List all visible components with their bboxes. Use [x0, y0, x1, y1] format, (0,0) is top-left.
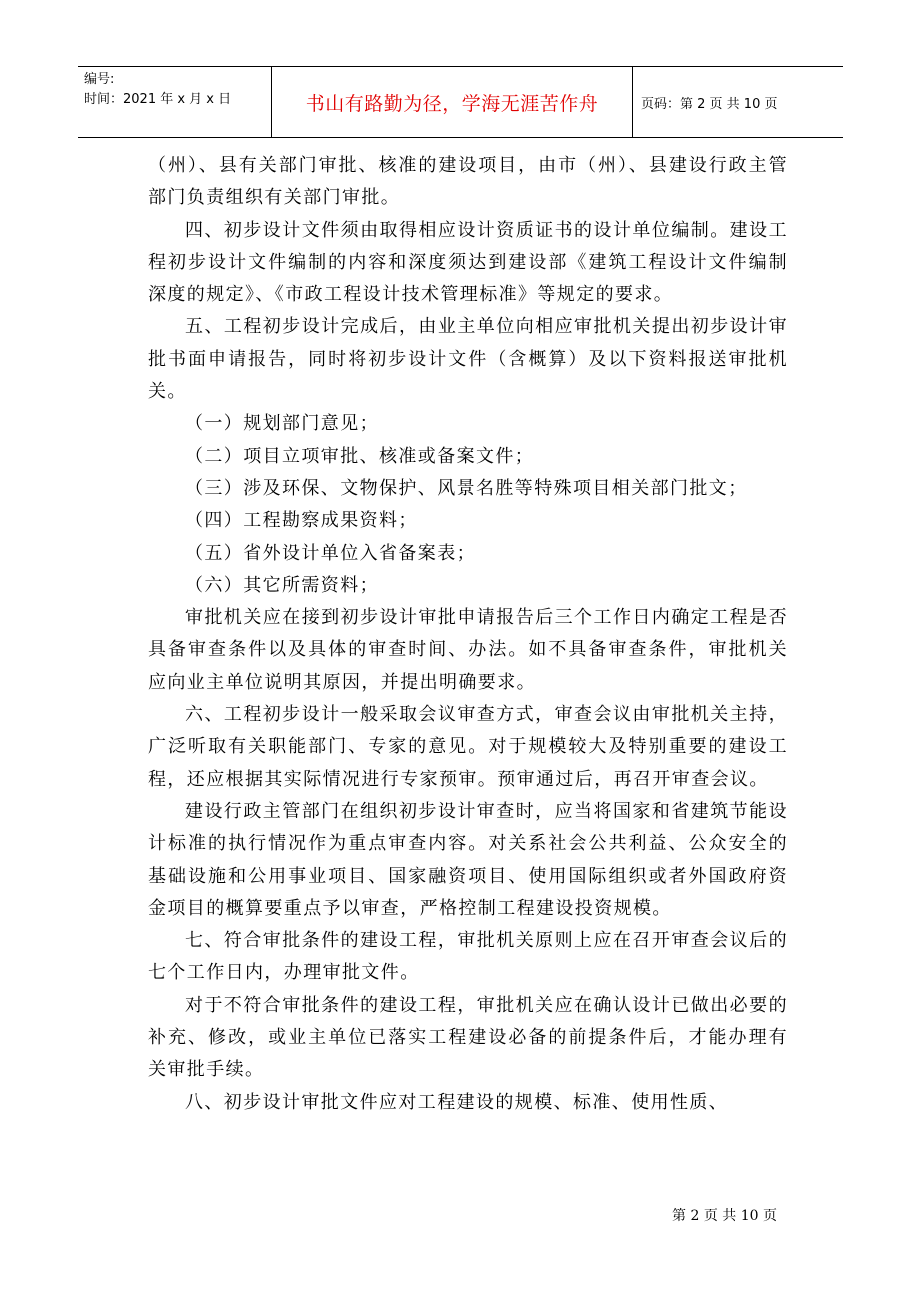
body-paragraph: （五）省外设计单位入省备案表； — [185, 542, 476, 564]
body-paragraph: 审批机关应在接到初步设计审批申请报告后三个工作日内确定工程是否具备审查条件以及具体的审查时间、办法。如不具备审查条件，审批机关应向业主单位说明其原因，并提出明确要求。 — [148, 607, 788, 693]
body-paragraph: （三）涉及环保、文物保护、风景名胜等特殊项目相关部门批文； — [185, 477, 748, 499]
body-paragraph: 七、符合审批条件的建设工程，审批机关原则上应在召开审查会议后的七个工作日内，办理审批文件。 — [148, 930, 788, 984]
time-label: 时间：2021 年 x 月 x 日 — [84, 92, 232, 107]
body-paragraph: （六）其它所需资料； — [185, 574, 379, 596]
motto: 书山有路勤为径，学海无涯苦作舟 — [305, 92, 599, 115]
body-paragraph: 六、工程初步设计一般采取会议审查方式，审查会议由审批机关主持，广泛听取有关职能部门、专家的意见。对于规模较大及特别重要的建设工程，还应根据其实际情况进行专家预审。预审通过后，再召开审查会议。 — [148, 704, 788, 790]
page-footer — [672, 1205, 777, 1225]
header-motto-cell — [272, 67, 633, 137]
header-page-cell — [633, 67, 843, 137]
body-paragraph: （四）工程勘察成果资料； — [185, 510, 418, 532]
footer-page-number: 第 2 页 共 10 页 — [672, 1208, 777, 1224]
body-paragraph: 对于不符合审批条件的建设工程，审批机关应在确认设计已做出必要的补充、修改，或业主单位已落实工程建设必备的前提条件后，才能办理有关审批手续。 — [148, 994, 788, 1081]
document-body — [148, 150, 788, 1119]
body-paragraph: （一）规划部门意见； — [185, 413, 379, 435]
body-paragraph: 八、初步设计审批文件应对工程建设的规模、标准、使用性质、 — [185, 1091, 729, 1113]
page-code: 页码：第 2 页 共 10 页 — [641, 96, 778, 112]
body-paragraph: 四、初步设计文件须由取得相应设计资质证书的设计单位编制。建设工程初步设计文件编制的内容和深度须达到建设部《建筑工程设计文件编制深度的规定》、《市政工程设计技术管理标准》等规定的要求。 — [148, 219, 788, 306]
body-paragraph: 五、工程初步设计完成后，由业主单位向相应审批机关提出初步设计审批书面申请报告，同时将初步设计文件（含概算）及以下资料报送审批机关。 — [148, 316, 788, 403]
header-info-cell — [78, 67, 272, 137]
number-label: 编号: — [84, 72, 115, 87]
body-paragraph: （二）项目立项审批、核准或备案文件； — [185, 445, 535, 467]
page-header — [78, 66, 843, 138]
body-paragraph: （州）、县有关部门审批、核准的建设项目，由市（州）、县建设行政主管部门负责组织有关部门审批。 — [148, 155, 788, 209]
body-paragraph: 建设行政主管部门在组织初步设计审查时，应当将国家和省建筑节能设计标准的执行情况作为重点审查内容。对关系社会公共利益、公众安全的基础设施和公用事业项目、国家融资项目、使用国际组织或者外国政府资金项目的概算要重点予以审查，严格控制工程建设投资规模。 — [148, 800, 788, 919]
